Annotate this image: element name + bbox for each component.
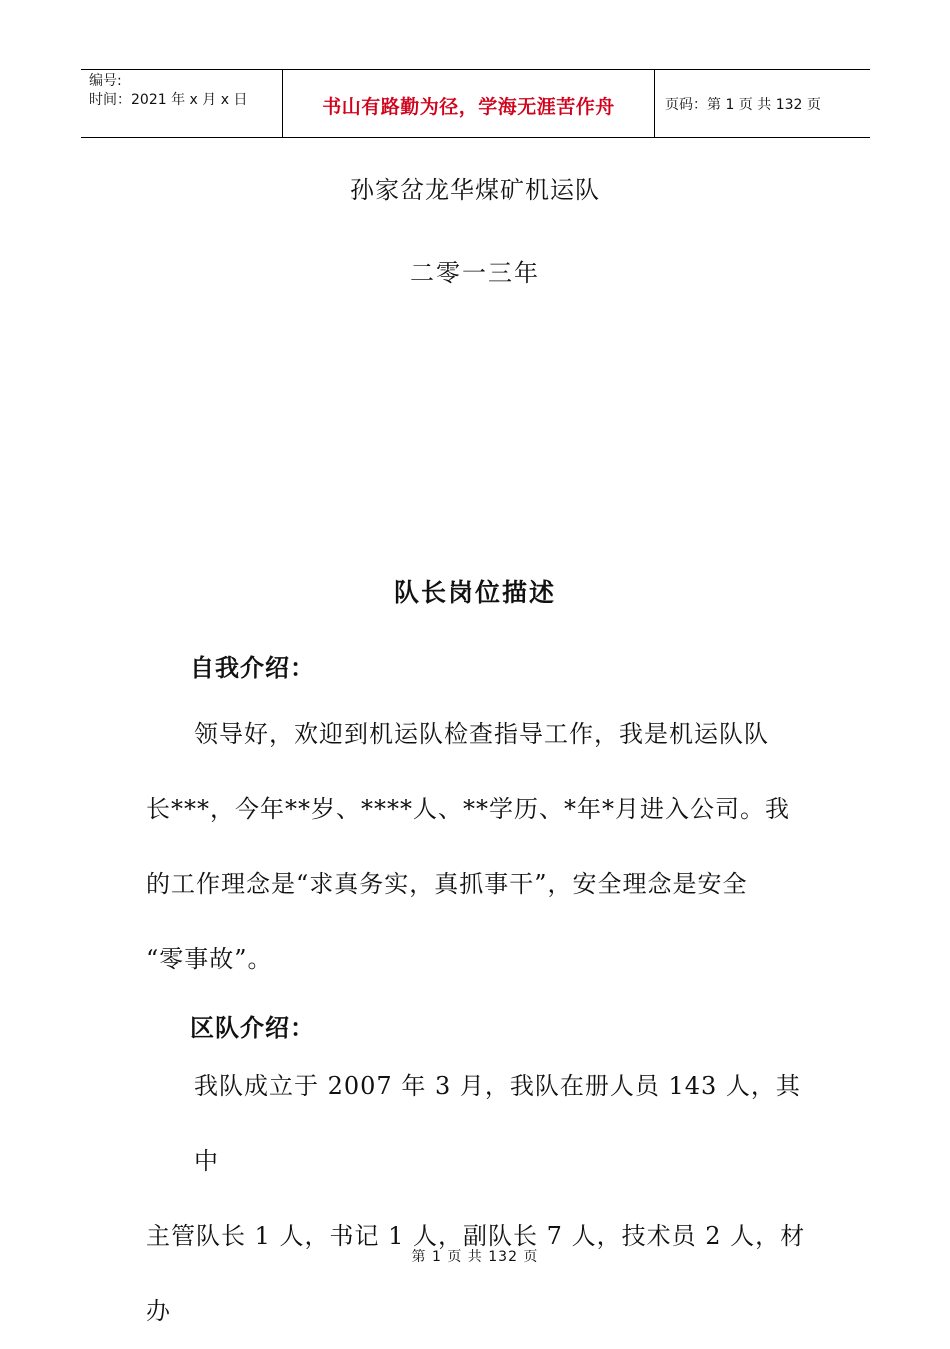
header-meta-cell	[81, 70, 283, 137]
paragraph-line: 我队成立于 2007 年 3 月，我队在册人员 143 人，其中	[194, 1072, 801, 1175]
header-page-cell	[655, 70, 870, 137]
document-year: 二零一三年	[410, 259, 540, 287]
paragraph-line: 领导好，欢迎到机运队检查指导工作，我是机运队队	[194, 720, 769, 748]
paragraph-line: 主管队长 1 人，书记 1 人，副队长 7 人，技术员 2 人，材办	[146, 1222, 806, 1325]
document-header	[81, 69, 870, 138]
team-intro-heading: 区队介绍：	[190, 1014, 315, 1042]
self-intro-paragraph	[146, 697, 806, 997]
paragraph-line: 长***，今年**岁、****人、**学历、*年*月进入公司。我	[146, 795, 790, 823]
self-intro-heading: 自我介绍：	[190, 654, 315, 682]
paragraph-line: 的工作理念是“求真务实，真抓事干”，安全理念是安全	[146, 870, 748, 898]
paragraph-line: “零事故”。	[146, 945, 273, 973]
document-number-label: 编号:	[89, 73, 122, 89]
page-footer: 第 1 页 共 132 页	[411, 1249, 539, 1265]
header-page-code: 页码：第 1 页 共 132 页	[665, 97, 821, 113]
organization-title: 孙家岔龙华煤矿机运队	[350, 176, 600, 204]
section-title: 队长岗位描述	[393, 578, 556, 607]
header-motto-cell	[283, 70, 655, 137]
header-motto: 书山有路勤为径，学海无涯苦作舟	[322, 96, 615, 118]
document-time-label: 时间：2021 年 x 月 x 日	[89, 92, 248, 108]
team-intro-paragraph	[146, 1049, 806, 1349]
